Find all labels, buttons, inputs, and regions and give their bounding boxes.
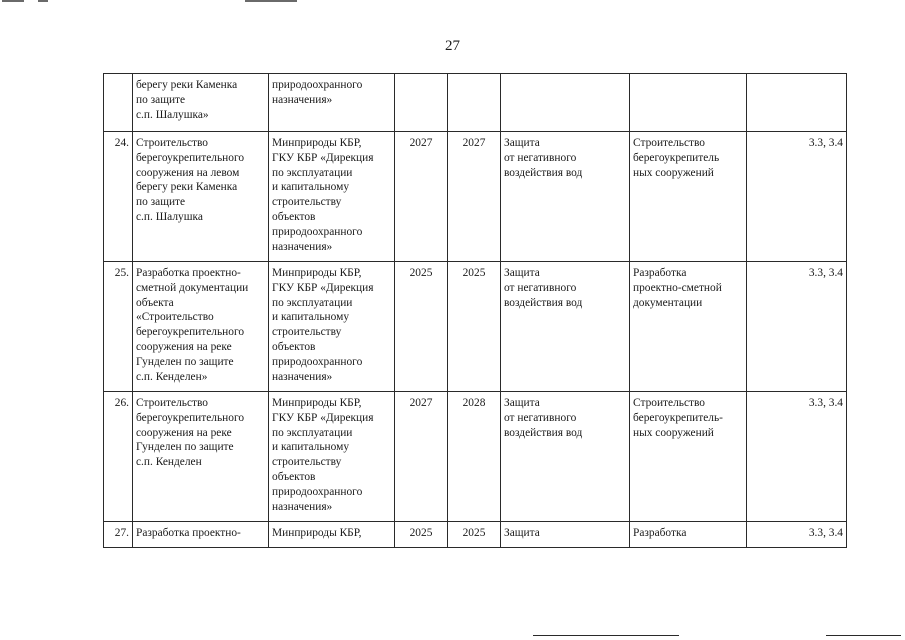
- cell-text-line: Разработка: [633, 267, 687, 279]
- cell-text-line: сооружения на левом: [136, 166, 240, 179]
- executor-cell: [269, 262, 395, 392]
- cell-text-line: и капитальному: [272, 181, 350, 194]
- cell-text: 2027: [409, 397, 433, 409]
- table-row: [104, 132, 847, 262]
- measure-name-cell: [133, 522, 269, 548]
- row-number-cell: [104, 74, 133, 132]
- start-year-cell: [395, 132, 448, 262]
- cell-text-line: от негативного: [504, 281, 577, 294]
- cell-text-line: берегу реки Каменка: [136, 79, 238, 91]
- end-year-cell: [448, 522, 501, 548]
- cell-text-line: проектно-сметной: [633, 281, 722, 294]
- cell-text: 2025: [409, 267, 433, 279]
- end-year-cell: [448, 74, 501, 132]
- goal-cell: [501, 392, 630, 522]
- indicator-link-cell: [747, 262, 847, 392]
- cell-text-line: Разработка проектно-: [136, 527, 241, 539]
- cell-text-line: Строительство: [633, 397, 705, 409]
- scan-artifact-mark: [2, 0, 24, 2]
- result-cell: [630, 262, 747, 392]
- cell-text-line: по защите: [136, 196, 186, 209]
- cell-text-line: сметной документации: [136, 281, 249, 294]
- cell-text-line: с.п. Шалушка: [136, 210, 203, 223]
- measures-table: [103, 73, 847, 548]
- cell-text-line: Минприроды КБР,: [272, 397, 362, 409]
- cell-text: 3.3, 3.4: [808, 527, 843, 539]
- cell-text-line: природоохранного: [272, 225, 363, 238]
- start-year-cell: [395, 392, 448, 522]
- cell-text-line: берегоукрепительного: [136, 411, 245, 424]
- scan-artifact-mark: [38, 0, 48, 2]
- cell-text-line: Разработка проектно-: [136, 267, 241, 279]
- table-row: [104, 74, 847, 132]
- cell-text-line: объекта: [136, 296, 174, 309]
- cell-text-line: берегоукрепитель-: [633, 411, 723, 424]
- cell-text-line: воздействия вод: [504, 296, 583, 309]
- cell-text: 24.: [114, 137, 129, 149]
- cell-text-line: Минприроды КБР,: [272, 527, 362, 539]
- page-number: 27: [445, 38, 460, 54]
- cell-text-line: строительству: [272, 456, 342, 469]
- end-year-cell: [448, 262, 501, 392]
- executor-cell: [269, 392, 395, 522]
- start-year-cell: [395, 74, 448, 132]
- cell-text-line: строительству: [272, 196, 342, 209]
- cell-text-line: объектов: [272, 210, 316, 223]
- cell-text-line: берегу реки Каменка: [136, 181, 238, 194]
- cell-text-line: Гунделен по защите: [136, 355, 234, 368]
- cell-text-line: ГКУ КБР «Дирекция: [272, 151, 374, 164]
- cell-text: 3.3, 3.4: [808, 397, 843, 409]
- cell-text-line: Строительство: [136, 397, 208, 409]
- cell-text-line: объектов: [272, 470, 316, 483]
- cell-text-line: Защита: [504, 397, 540, 409]
- result-cell: [630, 74, 747, 132]
- cell-text-line: ГКУ КБР «Дирекция: [272, 411, 374, 424]
- executor-cell: [269, 132, 395, 262]
- footer-divider: [826, 635, 901, 636]
- cell-text-line: назначения»: [272, 370, 333, 383]
- indicator-link-cell: [747, 74, 847, 132]
- cell-text-line: природоохранного: [272, 485, 363, 498]
- result-cell: [630, 522, 747, 548]
- executor-cell: [269, 74, 395, 132]
- cell-text-line: Минприроды КБР,: [272, 267, 362, 279]
- cell-text-line: строительству: [272, 326, 342, 339]
- cell-text: 3.3, 3.4: [808, 267, 843, 279]
- cell-text-line: ных сооружений: [633, 426, 714, 439]
- indicator-link-cell: [747, 522, 847, 548]
- cell-text-line: природоохранного: [272, 355, 363, 368]
- cell-text-line: берегоукрепитель: [633, 151, 720, 164]
- measure-name-cell: [133, 392, 269, 522]
- result-cell: [630, 392, 747, 522]
- row-number-cell: [104, 522, 133, 548]
- result-cell: [630, 132, 747, 262]
- cell-text-line: природоохранного: [272, 79, 363, 91]
- table-row: [104, 522, 847, 548]
- row-number-cell: [104, 132, 133, 262]
- goal-cell: [501, 522, 630, 548]
- cell-text: 27.: [114, 527, 129, 539]
- goal-cell: [501, 74, 630, 132]
- measure-name-cell: [133, 74, 269, 132]
- cell-text-line: «Строительство: [136, 311, 214, 324]
- cell-text-line: Гунделен по защите: [136, 441, 234, 454]
- cell-text-line: Защита: [504, 267, 540, 279]
- indicator-link-cell: [747, 392, 847, 522]
- cell-text-line: с.п. Шалушка»: [136, 108, 209, 121]
- cell-text: 26.: [114, 397, 129, 409]
- cell-text-line: назначения»: [272, 240, 333, 253]
- cell-text-line: Защита: [504, 527, 540, 539]
- cell-text-line: с.п. Кенделен»: [136, 370, 208, 383]
- cell-text: 2028: [462, 397, 486, 409]
- cell-text-line: по эксплуатации: [272, 166, 353, 179]
- measure-name-cell: [133, 262, 269, 392]
- end-year-cell: [448, 392, 501, 522]
- cell-text: 2027: [409, 137, 433, 149]
- cell-text-line: по защите: [136, 93, 186, 106]
- cell-text-line: Минприроды КБР,: [272, 137, 362, 149]
- cell-text-line: Строительство: [633, 137, 705, 149]
- cell-text-line: берегоукрепительного: [136, 151, 245, 164]
- cell-text-line: ГКУ КБР «Дирекция: [272, 281, 374, 294]
- start-year-cell: [395, 522, 448, 548]
- cell-text-line: сооружения на реке: [136, 426, 232, 439]
- cell-text: 3.3, 3.4: [808, 137, 843, 149]
- cell-text-line: воздействия вод: [504, 426, 583, 439]
- cell-text-line: с.п. Кенделен: [136, 456, 202, 469]
- start-year-cell: [395, 262, 448, 392]
- goal-cell: [501, 262, 630, 392]
- cell-text-line: сооружения на реке: [136, 340, 232, 353]
- footer-divider: [533, 635, 679, 636]
- cell-text-line: назначения»: [272, 500, 333, 513]
- measure-name-cell: [133, 132, 269, 262]
- cell-text-line: Разработка: [633, 527, 687, 539]
- cell-text: 25.: [114, 267, 129, 279]
- row-number-cell: [104, 262, 133, 392]
- cell-text-line: и капитальному: [272, 311, 350, 324]
- row-number-cell: [104, 392, 133, 522]
- cell-text-line: Строительство: [136, 137, 208, 149]
- cell-text-line: назначения»: [272, 93, 333, 106]
- scan-artifact-mark: [245, 0, 297, 2]
- cell-text-line: берегоукрепительного: [136, 326, 245, 339]
- executor-cell: [269, 522, 395, 548]
- table-body: [104, 74, 847, 548]
- cell-text-line: документации: [633, 296, 703, 309]
- end-year-cell: [448, 132, 501, 262]
- cell-text-line: ных сооружений: [633, 166, 714, 179]
- cell-text: 2025: [462, 527, 486, 539]
- cell-text-line: по эксплуатации: [272, 426, 353, 439]
- cell-text-line: воздействия вод: [504, 166, 583, 179]
- cell-text-line: по эксплуатации: [272, 296, 353, 309]
- table-row: [104, 392, 847, 522]
- cell-text-line: и капитальному: [272, 441, 350, 454]
- indicator-link-cell: [747, 132, 847, 262]
- goal-cell: [501, 132, 630, 262]
- cell-text-line: от негативного: [504, 411, 577, 424]
- cell-text-line: объектов: [272, 340, 316, 353]
- cell-text-line: от негативного: [504, 151, 577, 164]
- cell-text: 2025: [462, 267, 486, 279]
- cell-text: 2027: [462, 137, 486, 149]
- cell-text-line: Защита: [504, 137, 540, 149]
- table-row: [104, 262, 847, 392]
- cell-text: 2025: [409, 527, 433, 539]
